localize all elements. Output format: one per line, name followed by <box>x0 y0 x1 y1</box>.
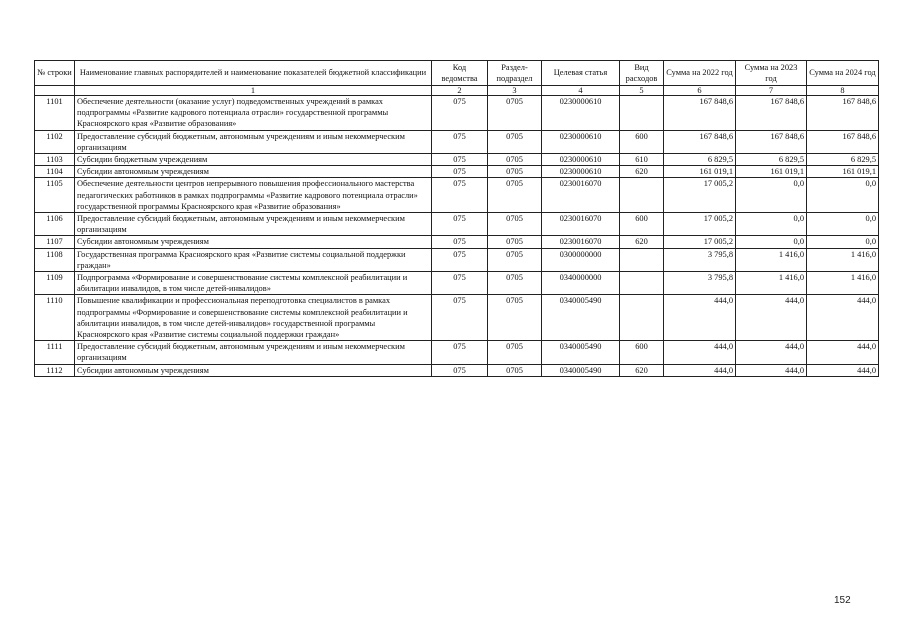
column-number: 2 <box>432 86 488 96</box>
row-section: 0705 <box>488 364 542 376</box>
row-dept-code: 075 <box>432 341 488 364</box>
row-sum-2024: 444,0 <box>807 364 879 376</box>
row-sum-2022: 17 005,2 <box>664 178 736 213</box>
column-number <box>35 86 75 96</box>
row-sum-2022: 161 019,1 <box>664 166 736 178</box>
row-target-article: 0230000610 <box>542 154 620 166</box>
table-body <box>35 96 879 377</box>
row-sum-2024: 444,0 <box>807 341 879 364</box>
row-expense-type: 620 <box>620 364 664 376</box>
row-section: 0705 <box>488 130 542 153</box>
row-sum-2023: 444,0 <box>736 295 807 341</box>
row-target-article: 0300000000 <box>542 248 620 271</box>
header-name: Наименование главных распорядителей и наименование показателей бюджетной классификации <box>75 61 432 86</box>
row-name: Государственная программа Красноярского края «Развитие системы социальной поддержки граждан» <box>75 248 432 271</box>
row-sum-2022: 167 848,6 <box>664 96 736 131</box>
column-number: 7 <box>736 86 807 96</box>
row-sum-2024: 167 848,6 <box>807 130 879 153</box>
row-sum-2023: 0,0 <box>736 236 807 248</box>
table-row <box>35 213 879 236</box>
row-section: 0705 <box>488 295 542 341</box>
header-section: Раздел-подраздел <box>488 61 542 86</box>
column-number: 3 <box>488 86 542 96</box>
row-section: 0705 <box>488 178 542 213</box>
table-row <box>35 130 879 153</box>
row-sum-2024: 0,0 <box>807 236 879 248</box>
row-expense-type <box>620 272 664 295</box>
row-name: Обеспечение деятельности (оказание услуг) подведомственных учреждений в рамках подпрограммы «Развитие кадрового потенциала отрасли» государственной программы Красноярского края «Развитие образования» <box>75 96 432 131</box>
row-sum-2023: 444,0 <box>736 341 807 364</box>
table-row <box>35 248 879 271</box>
row-dept-code: 075 <box>432 96 488 131</box>
row-name: Субсидии бюджетным учреждениям <box>75 154 432 166</box>
row-section: 0705 <box>488 248 542 271</box>
column-numbers-row <box>35 86 879 96</box>
row-sum-2022: 444,0 <box>664 341 736 364</box>
row-dept-code: 075 <box>432 213 488 236</box>
column-number: 4 <box>542 86 620 96</box>
row-sum-2023: 167 848,6 <box>736 130 807 153</box>
row-sum-2022: 3 795,8 <box>664 272 736 295</box>
row-expense-type <box>620 178 664 213</box>
row-dept-code: 075 <box>432 364 488 376</box>
row-expense-type: 620 <box>620 236 664 248</box>
row-number: 1112 <box>35 364 75 376</box>
header-sum-2024: Сумма на 2024 год <box>807 61 879 86</box>
row-target-article: 0230000610 <box>542 96 620 131</box>
row-name: Предоставление субсидий бюджетным, автономным учреждениям и иным некоммерческим организациям <box>75 213 432 236</box>
row-sum-2022: 167 848,6 <box>664 130 736 153</box>
row-name: Субсидии автономным учреждениям <box>75 166 432 178</box>
row-sum-2024: 161 019,1 <box>807 166 879 178</box>
row-section: 0705 <box>488 154 542 166</box>
row-target-article: 0230000610 <box>542 130 620 153</box>
column-number: 8 <box>807 86 879 96</box>
budget-table <box>34 60 879 377</box>
row-sum-2023: 6 829,5 <box>736 154 807 166</box>
header-dept-code: Код ведомства <box>432 61 488 86</box>
row-number: 1106 <box>35 213 75 236</box>
table-row <box>35 96 879 131</box>
row-sum-2023: 161 019,1 <box>736 166 807 178</box>
table-row <box>35 364 879 376</box>
row-section: 0705 <box>488 213 542 236</box>
row-dept-code: 075 <box>432 166 488 178</box>
row-dept-code: 075 <box>432 154 488 166</box>
row-section: 0705 <box>488 341 542 364</box>
row-number: 1103 <box>35 154 75 166</box>
row-expense-type: 600 <box>620 341 664 364</box>
row-sum-2023: 444,0 <box>736 364 807 376</box>
table-row <box>35 341 879 364</box>
row-target-article: 0340005490 <box>542 295 620 341</box>
column-number: 5 <box>620 86 664 96</box>
row-sum-2023: 0,0 <box>736 213 807 236</box>
row-section: 0705 <box>488 96 542 131</box>
row-sum-2022: 6 829,5 <box>664 154 736 166</box>
row-dept-code: 075 <box>432 248 488 271</box>
header-row-number: № строки <box>35 61 75 86</box>
row-name: Предоставление субсидий бюджетным, автономным учреждениям и иным некоммерческим организациям <box>75 341 432 364</box>
row-dept-code: 075 <box>432 236 488 248</box>
row-number: 1110 <box>35 295 75 341</box>
row-sum-2023: 1 416,0 <box>736 248 807 271</box>
table-header <box>35 61 879 96</box>
table-row <box>35 166 879 178</box>
row-number: 1104 <box>35 166 75 178</box>
row-number: 1107 <box>35 236 75 248</box>
page-number: 152 <box>834 595 851 606</box>
row-sum-2022: 17 005,2 <box>664 213 736 236</box>
row-dept-code: 075 <box>432 272 488 295</box>
header-sum-2023: Сумма на 2023 год <box>736 61 807 86</box>
table-row <box>35 178 879 213</box>
row-sum-2024: 1 416,0 <box>807 248 879 271</box>
row-dept-code: 075 <box>432 130 488 153</box>
header-expense-type: Вид расходов <box>620 61 664 86</box>
row-sum-2022: 3 795,8 <box>664 248 736 271</box>
header-target-article: Целевая статья <box>542 61 620 86</box>
row-number: 1101 <box>35 96 75 131</box>
row-sum-2024: 0,0 <box>807 213 879 236</box>
row-sum-2023: 0,0 <box>736 178 807 213</box>
row-expense-type: 620 <box>620 166 664 178</box>
row-name: Повышение квалификации и профессиональная переподготовка специалистов в рамках подпрограммы «Формирование и совершенствование системы комплексной реабилитации и абилитации инвалидов, в том числе детей-инвалидов» государственной программы Красноярского края «Развитие системы социальной поддержки граждан» <box>75 295 432 341</box>
table-row <box>35 236 879 248</box>
row-section: 0705 <box>488 236 542 248</box>
row-dept-code: 075 <box>432 178 488 213</box>
row-name: Обеспечение деятельности центров непрерывного повышения профессионального мастерства педагогических работников в рамках подпрограммы «Развитие кадрового потенциала отрасли» государственной программы Красноярского края «Развитие образования» <box>75 178 432 213</box>
column-number: 1 <box>75 86 432 96</box>
row-expense-type: 600 <box>620 130 664 153</box>
row-expense-type: 610 <box>620 154 664 166</box>
row-sum-2023: 1 416,0 <box>736 272 807 295</box>
row-target-article: 0340000000 <box>542 272 620 295</box>
row-target-article: 0230016070 <box>542 236 620 248</box>
row-target-article: 0230016070 <box>542 178 620 213</box>
row-name: Субсидии автономным учреждениям <box>75 364 432 376</box>
row-target-article: 0340005490 <box>542 364 620 376</box>
row-sum-2022: 444,0 <box>664 295 736 341</box>
row-sum-2023: 167 848,6 <box>736 96 807 131</box>
row-expense-type: 600 <box>620 213 664 236</box>
row-number: 1105 <box>35 178 75 213</box>
row-section: 0705 <box>488 166 542 178</box>
row-number: 1108 <box>35 248 75 271</box>
row-name: Субсидии автономным учреждениям <box>75 236 432 248</box>
row-expense-type <box>620 295 664 341</box>
row-expense-type <box>620 248 664 271</box>
row-sum-2024: 444,0 <box>807 295 879 341</box>
row-name: Подпрограмма «Формирование и совершенствование системы комплексной реабилитации и абилитации инвалидов, в том числе детей-инвалидов» <box>75 272 432 295</box>
table-row <box>35 272 879 295</box>
table-row <box>35 154 879 166</box>
row-dept-code: 075 <box>432 295 488 341</box>
table-row <box>35 295 879 341</box>
row-number: 1109 <box>35 272 75 295</box>
column-number: 6 <box>664 86 736 96</box>
row-name: Предоставление субсидий бюджетным, автономным учреждениям и иным некоммерческим организациям <box>75 130 432 153</box>
row-number: 1102 <box>35 130 75 153</box>
row-sum-2024: 167 848,6 <box>807 96 879 131</box>
row-expense-type <box>620 96 664 131</box>
header-row <box>35 61 879 86</box>
header-sum-2022: Сумма на 2022 год <box>664 61 736 86</box>
row-target-article: 0230000610 <box>542 166 620 178</box>
row-section: 0705 <box>488 272 542 295</box>
row-sum-2024: 0,0 <box>807 178 879 213</box>
row-sum-2022: 17 005,2 <box>664 236 736 248</box>
row-target-article: 0230016070 <box>542 213 620 236</box>
row-sum-2024: 6 829,5 <box>807 154 879 166</box>
row-number: 1111 <box>35 341 75 364</box>
row-sum-2024: 1 416,0 <box>807 272 879 295</box>
row-target-article: 0340005490 <box>542 341 620 364</box>
row-sum-2022: 444,0 <box>664 364 736 376</box>
